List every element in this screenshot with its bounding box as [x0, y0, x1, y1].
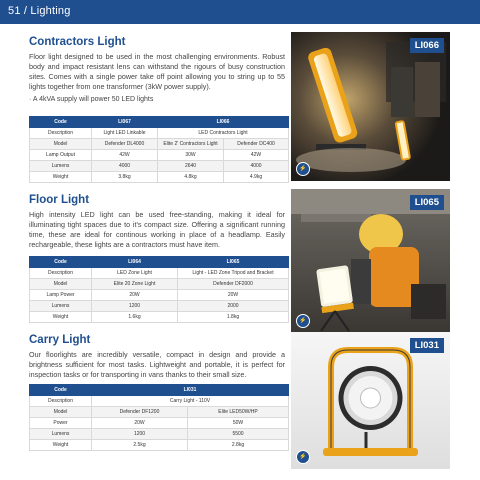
table-cell: LED Zone Light — [92, 268, 178, 279]
table-row — [30, 268, 289, 279]
spec-table — [29, 384, 289, 451]
table-row — [30, 172, 289, 183]
table-header-cell: Code — [30, 117, 92, 128]
spec-table — [29, 256, 289, 323]
table-row — [30, 279, 289, 290]
table-row — [30, 290, 289, 301]
table-cell: 4.9kg — [224, 172, 289, 183]
table-cell: Defender DF1200 — [92, 407, 188, 418]
product-photo — [291, 189, 450, 333]
product-photo — [291, 32, 450, 181]
table-row — [30, 429, 289, 440]
table-cell: 20W — [92, 290, 178, 301]
table-header-cell: LI066 — [158, 117, 289, 128]
section-description: High intensity LED light can be used free-standing, making it ideal for illuminating tight spaces due to it's compact size. Offering a significant running time, these are ideal for continous working in place of a headlamp. Easily rechargeable, these lights are a contractors must have item. — [29, 210, 285, 249]
table-cell: 5500 — [188, 429, 289, 440]
table-row — [30, 312, 289, 323]
product-code-tag: LI031 — [410, 338, 444, 353]
product-code-tag: LI065 — [410, 195, 444, 210]
table-header-row — [30, 385, 289, 396]
table-cell: Lumens — [30, 301, 92, 312]
table-header-cell: Code — [30, 257, 92, 268]
table-header-cell: LI067 — [92, 117, 158, 128]
table-cell: Model — [30, 279, 92, 290]
table-cell: 42W — [224, 150, 289, 161]
table-row — [30, 407, 289, 418]
table-cell: 42W — [92, 150, 158, 161]
table-cell: Model — [30, 139, 92, 150]
table-cell: Defender DF2000 — [178, 279, 289, 290]
table-cell: Defender DC400 — [224, 139, 289, 150]
table-cell: LED Contractors Light — [158, 128, 289, 139]
table-cell: 2640 — [158, 161, 224, 172]
table-cell: 2.5kg — [92, 440, 188, 451]
table-cell: 1.6kg — [92, 312, 178, 323]
table-row — [30, 139, 289, 150]
section-title: Carry Light — [29, 334, 91, 346]
table-cell: 1200 — [92, 301, 178, 312]
table-cell: Lumens — [30, 429, 92, 440]
table-header-cell: LI064 — [92, 257, 178, 268]
table-row — [30, 150, 289, 161]
product-code-tag: LI066 — [410, 38, 444, 53]
table-cell: 30W — [158, 150, 224, 161]
section-description: Our floorlights are incredibly versatile, compact in design and provide a brightness sufficient for most tasks. Lightweight and portable, it is perfect for inspection tasks or for transporting in vans thanks to their small size. — [29, 350, 285, 379]
table-row — [30, 161, 289, 172]
floor-light-image — [291, 189, 450, 333]
table-cell: 4000 — [224, 161, 289, 172]
table-row — [30, 128, 289, 139]
table-cell: Lamp Power — [30, 290, 92, 301]
contractors-light-image — [291, 32, 450, 181]
table-header-row — [30, 117, 289, 128]
table-row — [30, 396, 289, 407]
table-row — [30, 440, 289, 451]
table-cell: Lamp Output — [30, 150, 92, 161]
table-header-cell: Code — [30, 385, 92, 396]
table-cell: 2000 — [178, 301, 289, 312]
table-cell: Weight — [30, 440, 92, 451]
table-cell: Elite LED50W/HP — [188, 407, 289, 418]
table-cell: 50W — [188, 418, 289, 429]
table-header-cell: LI065 — [178, 257, 289, 268]
page-header-title: 51 / Lighting — [8, 5, 71, 17]
product-photo — [291, 332, 450, 469]
table-cell: 3.8kg — [92, 172, 158, 183]
table-header-cell: LI031 — [92, 385, 289, 396]
table-cell: 1200 — [92, 429, 188, 440]
table-cell: 4000 — [92, 161, 158, 172]
table-cell: 2.8kg — [188, 440, 289, 451]
table-cell: Elite 20 Zone Light — [92, 279, 178, 290]
ip-rating-icon: ⚡ — [296, 314, 310, 328]
ip-rating-icon: ⚡ — [296, 162, 310, 176]
table-cell: Lumens — [30, 161, 92, 172]
table-cell: 1.8kg — [178, 312, 289, 323]
table-cell: 20W — [92, 418, 188, 429]
table-cell: Description — [30, 268, 92, 279]
table-cell: Description — [30, 396, 92, 407]
section-title: Contractors Light — [29, 36, 126, 48]
table-cell: Defender DL4000 — [92, 139, 158, 150]
table-cell: Power — [30, 418, 92, 429]
section-title: Floor Light — [29, 194, 90, 206]
table-header-row — [30, 257, 289, 268]
spec-table — [29, 116, 289, 183]
table-cell: Description — [30, 128, 92, 139]
table-row — [30, 301, 289, 312]
section-bullet: · A 4kVA supply will power 50 LED lights — [29, 96, 154, 103]
table-cell: Weight — [30, 172, 92, 183]
table-cell: 4.8kg — [158, 172, 224, 183]
table-row — [30, 418, 289, 429]
table-cell: Light - LED Zone Tripod and Bracket — [178, 268, 289, 279]
table-cell: Elite 2' Contractors Light — [158, 139, 224, 150]
table-cell: Model — [30, 407, 92, 418]
page-header-bar — [0, 0, 480, 24]
table-cell: Light LED Linkable — [92, 128, 158, 139]
section-description: Floor light designed to be used in the most challenging environments. Robust body and impact resistant lens can withstand the rigours of busy construction sites. Comes with a single power take off point allowing you to string up to 55 lights together from one transformer (3kW power supply). — [29, 52, 285, 91]
ip-rating-icon: ⚡ — [296, 450, 310, 464]
table-cell: 20W — [178, 290, 289, 301]
table-cell: Carry Light - 110V — [92, 396, 289, 407]
table-cell: Weight — [30, 312, 92, 323]
